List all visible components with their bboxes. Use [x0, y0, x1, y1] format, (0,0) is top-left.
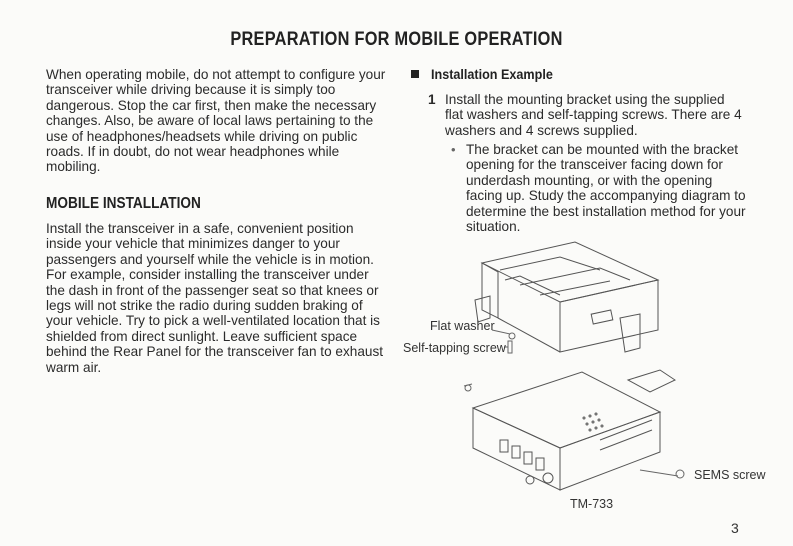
self-tapping-screw-label: Self-tapping screw: [403, 341, 506, 355]
page-number: 3: [731, 520, 739, 536]
section-heading: MOBILE INSTALLATION: [46, 195, 201, 212]
step-number: 1: [428, 92, 436, 107]
knob-icon: [543, 473, 553, 483]
sems-screw-label: SEMS screw: [694, 468, 766, 482]
bracket-tab-right: [620, 314, 640, 352]
bracket-front-face: [560, 280, 658, 352]
transceiver-side: [560, 412, 660, 490]
knob-icon-small: [526, 476, 534, 484]
transceiver-illustration: [473, 370, 675, 546]
page-title: PREPARATION FOR MOBILE OPERATION: [230, 29, 563, 50]
step-bullet-text: The bracket can be mounted with the bracket opening for the transceiver facing down for underdash mounting, or with the opening facing up. Study the accompanying diagram to determine the best installation method for your situation.: [466, 142, 746, 235]
installation-paragraph: Install the transceiver in a safe, convenient position inside your vehicle that minimizes danger to your passengers and yourself while the vehicle is in motion. For example, consider installing the transceiver under the dash in front of the passenger seat so that knees or legs will not strike the radio during sudden braking of your vehicle. Try to pick a well-ventilated location that is shielded from direct sunlight. Leave sufficient space behind the Rear Panel for the transceiver fan to exhaust warm air.: [46, 221, 384, 375]
front-buttons: [487, 440, 544, 546]
installation-example-label: Installation Example: [431, 66, 553, 82]
bracket-top-plate: [482, 242, 658, 302]
transceiver-top: [473, 372, 660, 448]
step-text: Install the mounting bracket using the supplied flat washers and self-tapping screws. There are 4 washers and 4 screws supplied.: [445, 92, 742, 138]
transceiver-front-panel: [473, 408, 560, 490]
intro-paragraph: When operating mobile, do not attempt to configure your transceiver while driving because it is simply too dangerous. Stop the car first, then make the necessary changes. Also, be aware of local laws pertaining to the use of headphones/headsets while driving on public roads. If in doubt, do not wear headphones while mobiling.: [46, 67, 386, 175]
bullet-dot-icon: •: [451, 142, 456, 157]
rear-heatsink: [628, 370, 675, 392]
flat-washer-label: Flat washer: [430, 319, 495, 333]
model-label: TM-733: [570, 497, 614, 511]
mounting-bracket-illustration: [475, 242, 658, 352]
speaker-grille: [583, 413, 603, 431]
